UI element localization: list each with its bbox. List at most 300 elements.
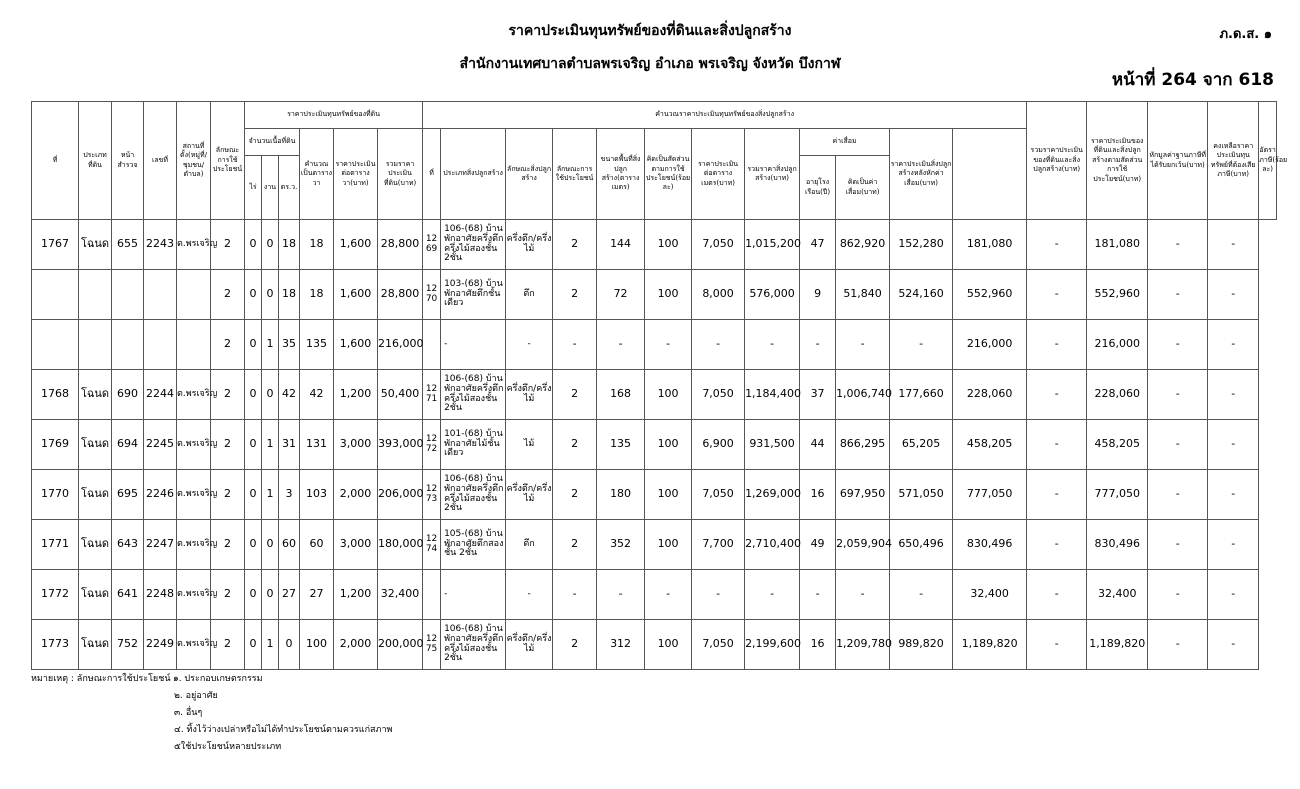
cell-location: ต.พรเจริญ	[177, 420, 211, 470]
cell-taxable: -	[1148, 370, 1208, 420]
cell-price-per-wa: 3,000	[334, 420, 378, 470]
cell-after-depreciation: 65,205	[890, 420, 953, 470]
cell-building-age: 49	[800, 520, 836, 570]
cell-location: ต.พรเจริญ	[177, 470, 211, 520]
col-doc-type: ประเภทที่ดิน	[79, 102, 112, 220]
cell-rai: 0	[245, 470, 262, 520]
cell-building-usage: -	[553, 570, 597, 620]
cell-depreciation: 1,006,740	[836, 370, 890, 420]
col-building-usage: ลักษณะการใช้ประโยชน์	[553, 129, 597, 220]
cell-price-per-wa: 2,000	[334, 470, 378, 520]
cell-land-total: 50,400	[378, 370, 423, 420]
table-row	[32, 620, 1277, 670]
cell-wa: 42	[279, 370, 300, 420]
cell-building-no: 12 75	[423, 620, 441, 670]
col-building-total: รวมราคาสิ่งปลูกสร้าง(บาท)	[745, 129, 800, 220]
cell-doc-number: 2248	[144, 570, 177, 620]
cell-taxable: -	[1148, 570, 1208, 620]
cell-doc-number: 2246	[144, 470, 177, 520]
cell-survey-page: 643	[112, 520, 144, 570]
col-total-value: รวมราคาประเมินของที่ดินและสิ่งปลูกสร้าง(บาท)	[1027, 102, 1087, 220]
cell-after-depreciation: -	[890, 320, 953, 370]
col-survey-page: หน้าสำรวจ	[112, 102, 144, 220]
cell-building-size: 180	[597, 470, 645, 520]
cell-portion-value: -	[1027, 270, 1087, 320]
cell-portion-value: -	[1027, 570, 1087, 620]
cell-exemption: 32,400	[1087, 570, 1148, 620]
cell-price-per-wa: 3,000	[334, 520, 378, 570]
cell-area-calc: 42	[300, 370, 334, 420]
cell-rai: 0	[245, 520, 262, 570]
cell-price-per-sqm: 7,050	[692, 620, 745, 670]
cell-land-total: 28,800	[378, 220, 423, 270]
cell-total-value: 181,080	[953, 220, 1027, 270]
cell-tax-rate: -	[1208, 570, 1259, 620]
cell-no	[32, 270, 79, 320]
cell-taxable: -	[1148, 220, 1208, 270]
cell-area-calc: 131	[300, 420, 334, 470]
cell-rai: 0	[245, 320, 262, 370]
cell-location	[177, 270, 211, 320]
table-row	[32, 570, 1277, 620]
cell-building-kind: -	[506, 570, 553, 620]
cell-taxable: -	[1148, 620, 1208, 670]
cell-building-type: 106-(68) บ้านพักอาศัยครึ่งตึกครึ่งไม้สองชั้น 2ชั้น	[441, 470, 506, 520]
cell-taxable: -	[1148, 520, 1208, 570]
col-building-size: ขนาดพื้นที่สิ่งปลูกสร้าง(ตารางเมตร)	[597, 129, 645, 220]
cell-price-per-sqm: 6,900	[692, 420, 745, 470]
cell-building-size: 135	[597, 420, 645, 470]
cell-building-kind: ครึ่งตึก/ครึ่งไม้	[506, 620, 553, 670]
notes-label: หมายเหตุ : ลักษณะการใช้ประโยชน์	[31, 674, 171, 684]
cell-taxable: -	[1148, 270, 1208, 320]
cell-area-calc: 100	[300, 620, 334, 670]
cell-usage: 2	[211, 620, 245, 670]
cell-usage: 2	[211, 370, 245, 420]
cell-after-depreciation: 571,050	[890, 470, 953, 520]
cell-tax-rate: -	[1208, 320, 1259, 370]
cell-building-total: 2,199,600	[745, 620, 800, 670]
cell-no: 1773	[32, 620, 79, 670]
cell-rai: 0	[245, 370, 262, 420]
cell-building-no: 12 69	[423, 220, 441, 270]
cell-building-total: 1,269,000	[745, 470, 800, 520]
cell-no: 1771	[32, 520, 79, 570]
cell-location: ต.พรเจริญ	[177, 620, 211, 670]
cell-taxable: -	[1148, 320, 1208, 370]
cell-ngan: 1	[262, 620, 279, 670]
cell-depreciation: 697,950	[836, 470, 890, 520]
cell-building-type: 103-(68) บ้านพักอาศัยตึกชั้นเดียว	[441, 270, 506, 320]
col-after-depreciation: ราคาประเมินสิ่งปลูกสร้างหลังหักค่าเสื่อม(บาท)	[890, 129, 953, 220]
cell-portion-value: -	[1027, 370, 1087, 420]
cell-land-total: 393,000	[378, 420, 423, 470]
cell-building-usage: -	[553, 320, 597, 370]
office-name: สำนักงานเทศบาลตำบลพรเจริญ อำเภอ พรเจริญ จังหวัด บึงกาฬ	[459, 56, 841, 72]
cell-land-total: 28,800	[378, 270, 423, 320]
cell-price-per-sqm: -	[692, 570, 745, 620]
col-tax-rate: อัตราภาษี(ร้อยละ)	[1259, 102, 1277, 220]
cell-land-total: 32,400	[378, 570, 423, 620]
cell-location: ต.พรเจริญ	[177, 520, 211, 570]
cell-wa: 0	[279, 620, 300, 670]
cell-rai: 0	[245, 620, 262, 670]
col-usage: ลักษณะการใช้ประโยชน์	[211, 102, 245, 220]
cell-total-value: 216,000	[953, 320, 1027, 370]
cell-doc-number	[144, 320, 177, 370]
cell-usage: 2	[211, 470, 245, 520]
cell-building-total: 1,184,400	[745, 370, 800, 420]
col-depreciation: คิดเป็นค่าเสื่อม(บาท)	[836, 156, 890, 220]
cell-doc-number: 2244	[144, 370, 177, 420]
cell-building-size: 168	[597, 370, 645, 420]
cell-ngan: 1	[262, 320, 279, 370]
cell-area-calc: 27	[300, 570, 334, 620]
cell-building-usage: 2	[553, 220, 597, 270]
cell-price-per-sqm: 8,000	[692, 270, 745, 320]
cell-usage: 2	[211, 520, 245, 570]
cell-wa: 35	[279, 320, 300, 370]
cell-building-no: 12 71	[423, 370, 441, 420]
cell-portion-value: -	[1027, 520, 1087, 570]
cell-area-calc: 18	[300, 220, 334, 270]
cell-doc-type: โฉนด	[79, 220, 112, 270]
cell-price-per-sqm: 7,050	[692, 220, 745, 270]
cell-price-per-wa: 1,600	[334, 320, 378, 370]
cell-building-age: 44	[800, 420, 836, 470]
cell-exemption: 777,050	[1087, 470, 1148, 520]
cell-doc-type	[79, 320, 112, 370]
cell-doc-type: โฉนด	[79, 620, 112, 670]
cell-no: 1769	[32, 420, 79, 470]
cell-survey-page: 655	[112, 220, 144, 270]
land-group-header: ราคาประเมินทุนทรัพย์ของที่ดิน	[245, 102, 423, 129]
cell-doc-number: 2249	[144, 620, 177, 670]
table-row	[32, 320, 1277, 370]
cell-total-value: 458,205	[953, 420, 1027, 470]
cell-building-size: 72	[597, 270, 645, 320]
depreciation-group-header: ค่าเสื่อม	[800, 129, 890, 156]
cell-tax-rate: -	[1208, 370, 1259, 420]
cell-building-no	[423, 570, 441, 620]
cell-building-no: 12 73	[423, 470, 441, 520]
col-doc-number: เลขที่	[144, 102, 177, 220]
cell-building-no: 12 70	[423, 270, 441, 320]
cell-building-share: 100	[645, 270, 692, 320]
cell-doc-type: โฉนด	[79, 420, 112, 470]
cell-building-age: -	[800, 570, 836, 620]
cell-wa: 3	[279, 470, 300, 520]
cell-portion-value: -	[1027, 420, 1087, 470]
cell-depreciation: -	[836, 320, 890, 370]
note-item: ๕ใช้ประโยชน์หลายประเภท	[174, 742, 282, 752]
cell-building-type: -	[441, 320, 506, 370]
col-taxable: คงเหลือราคาประเมินทุนทรัพย์ที่ต้องเสียภาษี(บาท)	[1208, 102, 1259, 220]
cell-building-type: 106-(68) บ้านพักอาศัยครึ่งตึกครึ่งไม้สองชั้น 2ชั้น	[441, 620, 506, 670]
cell-after-depreciation: 989,820	[890, 620, 953, 670]
cell-building-total: -	[745, 570, 800, 620]
cell-area-calc: 103	[300, 470, 334, 520]
cell-building-age: 16	[800, 620, 836, 670]
cell-portion-value: -	[1027, 620, 1087, 670]
cell-wa: 31	[279, 420, 300, 470]
page-number: หน้าที่ 264 จาก 618	[1111, 70, 1274, 90]
cell-rai: 0	[245, 420, 262, 470]
cell-location: ต.พรเจริญ	[177, 220, 211, 270]
cell-tax-rate: -	[1208, 270, 1259, 320]
cell-price-per-wa: 1,200	[334, 370, 378, 420]
cell-exemption: 830,496	[1087, 520, 1148, 570]
cell-after-depreciation: 524,160	[890, 270, 953, 320]
cell-building-type: 105-(68) บ้านพักอาศัยตึกสองชั้น 2ชั้น	[441, 520, 506, 570]
cell-survey-page: 752	[112, 620, 144, 670]
cell-price-per-wa: 1,200	[334, 570, 378, 620]
cell-ngan: 0	[262, 370, 279, 420]
col-price-per-sqm: ราคาประเมินต่อตารางเมตร(บาท)	[692, 129, 745, 220]
cell-survey-page: 641	[112, 570, 144, 620]
cell-depreciation: 51,840	[836, 270, 890, 320]
cell-taxable: -	[1148, 420, 1208, 470]
col-land-total: รวมราคาประเมินที่ดิน(บาท)	[378, 129, 423, 220]
cell-survey-page: 695	[112, 470, 144, 520]
cell-building-age: 16	[800, 470, 836, 520]
cell-wa: 18	[279, 270, 300, 320]
cell-building-share: 100	[645, 620, 692, 670]
cell-total-value: 32,400	[953, 570, 1027, 620]
col-building-share: คิดเป็นสัดส่วนตามการใช้ประโยชน์(ร้อยละ)	[645, 129, 692, 220]
col-location: สถานที่ตั้ง(หมู่ที่/ชุมชน/ตำบล)	[177, 102, 211, 220]
cell-location	[177, 320, 211, 370]
cell-building-type: 101-(68) บ้านพักอาศัยไม้ชั้นเดียว	[441, 420, 506, 470]
cell-doc-type: โฉนด	[79, 370, 112, 420]
cell-doc-number: 2245	[144, 420, 177, 470]
cell-depreciation: 862,920	[836, 220, 890, 270]
cell-ngan: 1	[262, 470, 279, 520]
col-rai: ไร่	[245, 156, 262, 220]
cell-survey-page: 694	[112, 420, 144, 470]
cell-land-total: 180,000	[378, 520, 423, 570]
cell-tax-rate: -	[1208, 220, 1259, 270]
cell-price-per-sqm: 7,050	[692, 370, 745, 420]
table-row	[32, 370, 1277, 420]
cell-building-total: 931,500	[745, 420, 800, 470]
cell-ngan: 1	[262, 420, 279, 470]
cell-after-depreciation: -	[890, 570, 953, 620]
col-portion-value: ราคาประเมินของที่ดินและสิ่งปลูกสร้างตามสัดส่วนการใช้ประโยชน์(บาท)	[1087, 102, 1148, 220]
cell-building-no	[423, 320, 441, 370]
cell-building-type: -	[441, 570, 506, 620]
table-row	[32, 420, 1277, 470]
cell-tax-rate: -	[1208, 470, 1259, 520]
col-building-no: ที่	[423, 129, 441, 220]
cell-building-size: 312	[597, 620, 645, 670]
table-row	[32, 520, 1277, 570]
cell-building-age: 47	[800, 220, 836, 270]
cell-taxable: -	[1148, 470, 1208, 520]
cell-no: 1770	[32, 470, 79, 520]
cell-price-per-wa: 1,600	[334, 270, 378, 320]
cell-after-depreciation: 177,660	[890, 370, 953, 420]
form-code: ภ.ด.ส. ๑	[1219, 27, 1272, 42]
cell-ngan: 0	[262, 270, 279, 320]
col-area-calc: คำนวณเป็นตารางวา	[300, 129, 334, 220]
cell-exemption: 458,205	[1087, 420, 1148, 470]
cell-building-share: 100	[645, 370, 692, 420]
cell-building-age: 37	[800, 370, 836, 420]
col-wa: ตร.ว.	[279, 156, 300, 220]
table-row	[32, 270, 1277, 320]
cell-building-usage: 2	[553, 520, 597, 570]
cell-building-usage: 2	[553, 270, 597, 320]
cell-doc-type: โฉนด	[79, 520, 112, 570]
cell-building-type: 106-(68) บ้านพักอาศัยครึ่งตึกครึ่งไม้สองชั้น 2ชั้น	[441, 220, 506, 270]
cell-rai: 0	[245, 270, 262, 320]
cell-area-calc: 60	[300, 520, 334, 570]
cell-building-share: 100	[645, 520, 692, 570]
cell-doc-number: 2247	[144, 520, 177, 570]
cell-rai: 0	[245, 220, 262, 270]
report-title: ราคาประเมินทุนทรัพย์ของที่ดินและสิ่งปลูกสร้าง	[508, 23, 792, 39]
cell-building-type: 106-(68) บ้านพักอาศัยครึ่งตึกครึ่งไม้สองชั้น 2ชั้น	[441, 370, 506, 420]
cell-doc-type: โฉนด	[79, 470, 112, 520]
cell-location: ต.พรเจริญ	[177, 570, 211, 620]
area-group-header: จำนวนเนื้อที่ดิน	[245, 129, 300, 156]
cell-exemption: 228,060	[1087, 370, 1148, 420]
cell-usage: 2	[211, 570, 245, 620]
cell-tax-rate: -	[1208, 620, 1259, 670]
cell-depreciation: -	[836, 570, 890, 620]
cell-no	[32, 320, 79, 370]
cell-ngan: 0	[262, 520, 279, 570]
cell-exemption: 181,080	[1087, 220, 1148, 270]
cell-building-total: 1,015,200	[745, 220, 800, 270]
cell-total-value: 228,060	[953, 370, 1027, 420]
cell-ngan: 0	[262, 220, 279, 270]
cell-after-depreciation: 650,496	[890, 520, 953, 570]
cell-no: 1772	[32, 570, 79, 620]
cell-building-kind: ครึ่งตึก/ครึ่งไม้	[506, 470, 553, 520]
cell-building-kind: ตึก	[506, 520, 553, 570]
cell-depreciation: 866,295	[836, 420, 890, 470]
cell-depreciation: 2,059,904	[836, 520, 890, 570]
cell-building-size: 144	[597, 220, 645, 270]
cell-ngan: 0	[262, 570, 279, 620]
cell-after-depreciation: 152,280	[890, 220, 953, 270]
cell-building-usage: 2	[553, 420, 597, 470]
table-row	[32, 220, 1277, 270]
table-row	[32, 470, 1277, 520]
cell-total-value: 777,050	[953, 470, 1027, 520]
cell-usage: 2	[211, 270, 245, 320]
cell-building-age: -	[800, 320, 836, 370]
cell-building-share: 100	[645, 470, 692, 520]
cell-building-kind: -	[506, 320, 553, 370]
cell-portion-value: -	[1027, 470, 1087, 520]
col-building-type: ประเภทสิ่งปลูกสร้าง	[441, 129, 506, 220]
table-body	[32, 220, 1277, 670]
building-group-header: คำนวณราคาประเมินทุนทรัพย์ของสิ่งปลูกสร้าง	[423, 102, 1027, 129]
col-price-per-wa: ราคาประเมินต่อตารางวา(บาท)	[334, 129, 378, 220]
cell-area-calc: 18	[300, 270, 334, 320]
cell-price-per-sqm: -	[692, 320, 745, 370]
cell-usage: 2	[211, 320, 245, 370]
cell-total-value: 830,496	[953, 520, 1027, 570]
note-item: ๒. อยู่อาศัย	[174, 691, 218, 701]
cell-depreciation: 1,209,780	[836, 620, 890, 670]
cell-usage: 2	[211, 220, 245, 270]
assessment-table	[31, 101, 1288, 670]
cell-land-total: 206,000	[378, 470, 423, 520]
cell-price-per-sqm: 7,050	[692, 470, 745, 520]
cell-building-total: 2,710,400	[745, 520, 800, 570]
cell-no: 1768	[32, 370, 79, 420]
cell-building-kind: ไม้	[506, 420, 553, 470]
cell-total-value: 1,189,820	[953, 620, 1027, 670]
cell-doc-number	[144, 270, 177, 320]
cell-portion-value: -	[1027, 220, 1087, 270]
col-exemption: หักมูลค่าฐานภาษีที่ได้รับยกเว้น(บาท)	[1148, 102, 1208, 220]
note-item: ๔. ทิ้งไว้ว่างเปล่าหรือไม่ได้ทำประโยชน์ตามควรแก่สภาพ	[174, 725, 393, 735]
cell-portion-value: -	[1027, 320, 1087, 370]
cell-area-calc: 135	[300, 320, 334, 370]
cell-building-size: -	[597, 570, 645, 620]
cell-exemption: 1,189,820	[1087, 620, 1148, 670]
cell-land-total: 216,000	[378, 320, 423, 370]
cell-building-size: -	[597, 320, 645, 370]
cell-building-no: 12 74	[423, 520, 441, 570]
cell-doc-type	[79, 270, 112, 320]
cell-survey-page	[112, 270, 144, 320]
cell-price-per-wa: 2,000	[334, 620, 378, 670]
cell-building-kind: ครึ่งตึก/ครึ่งไม้	[506, 220, 553, 270]
cell-tax-rate: -	[1208, 520, 1259, 570]
notes	[31, 671, 392, 756]
cell-building-usage: 2	[553, 470, 597, 520]
col-no: ที่	[32, 102, 79, 220]
cell-wa: 18	[279, 220, 300, 270]
cell-building-share: -	[645, 320, 692, 370]
cell-building-no: 12 72	[423, 420, 441, 470]
cell-no: 1767	[32, 220, 79, 270]
cell-building-total: -	[745, 320, 800, 370]
cell-building-usage: 2	[553, 370, 597, 420]
cell-building-share: 100	[645, 220, 692, 270]
cell-building-usage: 2	[553, 620, 597, 670]
cell-location: ต.พรเจริญ	[177, 370, 211, 420]
cell-price-per-sqm: 7,700	[692, 520, 745, 570]
cell-exemption: 216,000	[1087, 320, 1148, 370]
cell-building-total: 576,000	[745, 270, 800, 320]
cell-building-share: 100	[645, 420, 692, 470]
cell-survey-page	[112, 320, 144, 370]
col-ngan: งาน	[262, 156, 279, 220]
cell-doc-number: 2243	[144, 220, 177, 270]
cell-wa: 27	[279, 570, 300, 620]
cell-building-age: 9	[800, 270, 836, 320]
cell-land-total: 200,000	[378, 620, 423, 670]
cell-building-kind: ตึก	[506, 270, 553, 320]
cell-wa: 60	[279, 520, 300, 570]
note-item: ๑. ประกอบเกษตรกรรม	[173, 674, 263, 684]
cell-building-size: 352	[597, 520, 645, 570]
cell-rai: 0	[245, 570, 262, 620]
cell-doc-type: โฉนด	[79, 570, 112, 620]
cell-tax-rate: -	[1208, 420, 1259, 470]
col-building-age: อายุโรงเรือน(ปี)	[800, 156, 836, 220]
cell-survey-page: 690	[112, 370, 144, 420]
cell-total-value: 552,960	[953, 270, 1027, 320]
cell-building-share: -	[645, 570, 692, 620]
